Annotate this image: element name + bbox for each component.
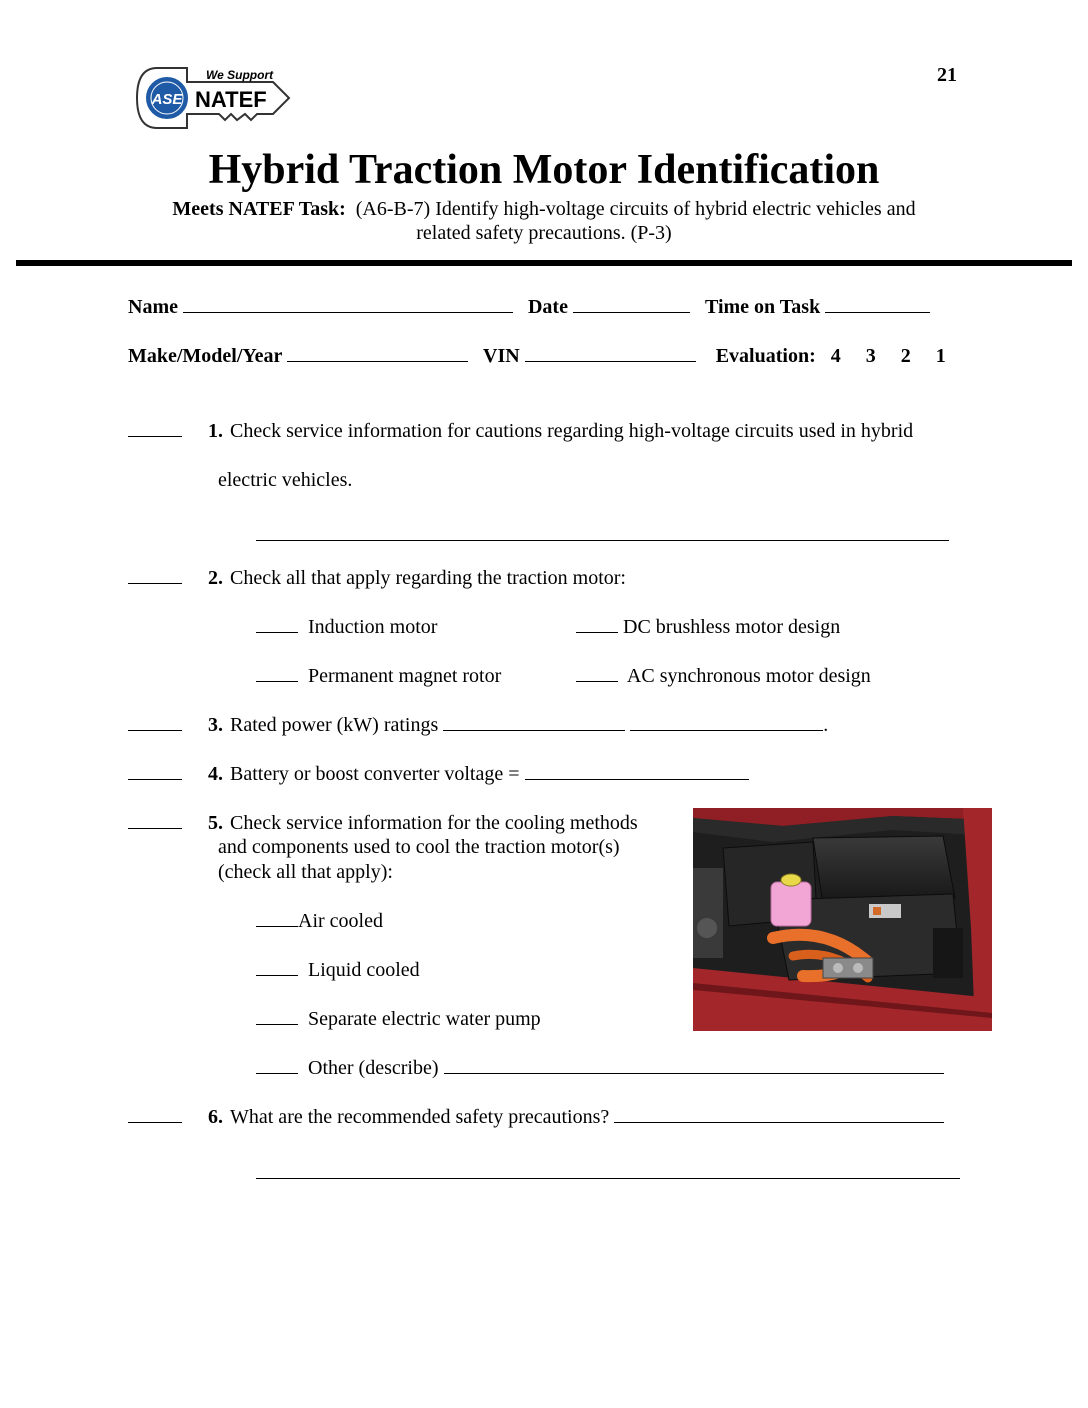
question-1-text-2: electric vehicles.: [218, 469, 353, 491]
ase-natef-key-logo-icon: [133, 62, 293, 142]
task-line-1: [0, 198, 1088, 221]
date-label: Date: [527, 296, 568, 318]
question-1-number: 1.: [208, 420, 223, 442]
option-ac-synchronous-label: AC synchronous motor design: [626, 665, 871, 687]
rated-power-field-2[interactable]: [630, 730, 823, 731]
option-permanent-magnet: [256, 665, 501, 688]
info-row-1: [128, 296, 930, 319]
evaluation-score-1[interactable]: 1: [935, 345, 946, 367]
vin-label: VIN: [483, 345, 520, 367]
option-dc-brushless-blank[interactable]: [576, 632, 618, 633]
question-3-period: .: [823, 714, 829, 736]
question-5-text-3: (check all that apply):: [218, 861, 393, 883]
question-5-check-blank[interactable]: [128, 828, 182, 829]
evaluation-score-4[interactable]: 4: [830, 345, 841, 367]
safety-precautions-line-2[interactable]: [256, 1178, 960, 1179]
question-4: [128, 763, 749, 786]
other-describe-field[interactable]: [444, 1073, 944, 1074]
question-6: [128, 1106, 944, 1129]
option-other: [256, 1057, 944, 1080]
question-2-text: Check all that apply regarding the traction motor:: [230, 567, 626, 589]
question-2: [128, 567, 626, 590]
question-3-text: Rated power (kW) ratings: [230, 714, 439, 736]
question-6-text: What are the recommended safety precautions?: [230, 1106, 610, 1128]
question-4-text: Battery or boost converter voltage =: [230, 763, 520, 785]
make-model-year-label: Make/Model/Year: [128, 345, 283, 367]
option-air-cooled-label: Air cooled: [298, 910, 383, 932]
option-induction-motor-blank[interactable]: [256, 632, 298, 633]
voltage-field[interactable]: [525, 779, 749, 780]
question-1-answer-line[interactable]: [256, 540, 949, 541]
time-on-task-label: Time on Task: [704, 296, 821, 318]
safety-precautions-field[interactable]: [614, 1122, 944, 1123]
engine-bay-photo: [693, 808, 992, 1031]
vin-field[interactable]: [525, 361, 696, 362]
option-air-cooled-blank[interactable]: [256, 926, 298, 927]
evaluation-score-2[interactable]: 2: [900, 345, 911, 367]
logo-brand-text: NATEF: [195, 87, 267, 112]
info-row-2: [128, 345, 946, 368]
option-liquid-cooled: [256, 959, 420, 982]
rated-power-field-1[interactable]: [443, 730, 625, 731]
option-other-label: Other (describe): [308, 1057, 439, 1079]
evaluation-label: Evaluation:: [715, 345, 816, 367]
question-4-number: 4.: [208, 763, 223, 785]
question-2-check-blank[interactable]: [128, 583, 182, 584]
option-other-blank[interactable]: [256, 1073, 298, 1074]
evaluation-score-3[interactable]: 3: [865, 345, 876, 367]
option-air-cooled: [256, 910, 383, 933]
option-liquid-cooled-blank[interactable]: [256, 975, 298, 976]
question-1: [128, 420, 913, 443]
option-water-pump-blank[interactable]: [256, 1024, 298, 1025]
option-dc-brushless: [576, 616, 840, 639]
question-3-number: 3.: [208, 714, 223, 736]
logo-top-text: We Support: [206, 68, 274, 82]
option-induction-motor: [256, 616, 437, 639]
question-4-check-blank[interactable]: [128, 779, 182, 780]
page-number: 21: [937, 64, 957, 86]
question-5-text-2: and components used to cool the traction motor(s): [218, 836, 620, 858]
option-dc-brushless-label: DC brushless motor design: [623, 616, 841, 638]
option-permanent-magnet-label: Permanent magnet rotor: [308, 665, 502, 687]
question-3-check-blank[interactable]: [128, 730, 182, 731]
question-5-text: Check service information for the cooling methods: [230, 812, 638, 834]
logo-badge-text: ASE: [151, 91, 183, 108]
task-label: Meets NATEF Task:: [172, 198, 346, 220]
question-2-number: 2.: [208, 567, 223, 589]
option-water-pump-label: Separate electric water pump: [308, 1008, 541, 1030]
page-title: Hybrid Traction Motor Identification: [208, 147, 880, 193]
question-6-number: 6.: [208, 1106, 223, 1128]
option-liquid-cooled-label: Liquid cooled: [308, 959, 420, 981]
option-water-pump: [256, 1008, 541, 1031]
option-ac-synchronous: [576, 665, 871, 688]
question-5-number: 5.: [208, 812, 223, 834]
task-line-2: related safety precautions. (P-3): [416, 222, 672, 244]
name-label: Name: [128, 296, 178, 318]
name-field[interactable]: [183, 312, 513, 313]
hybrid-engine-bay-photo-icon: [693, 808, 992, 1031]
date-field[interactable]: [573, 312, 690, 313]
question-5: [128, 812, 638, 835]
task-description: (A6-B-7) Identify high-voltage circuits of hybrid electric vehicles and: [355, 198, 916, 220]
ase-natef-logo: [133, 62, 293, 142]
question-1-text: Check service information for cautions regarding high-voltage circuits used in hybrid: [230, 420, 914, 442]
time-on-task-field[interactable]: [825, 312, 930, 313]
make-model-year-field[interactable]: [287, 361, 468, 362]
option-ac-synchronous-blank[interactable]: [576, 681, 618, 682]
option-permanent-magnet-blank[interactable]: [256, 681, 298, 682]
question-1-check-blank[interactable]: [128, 436, 182, 437]
header-divider: [16, 260, 1072, 266]
question-3: [128, 714, 828, 737]
option-induction-motor-label: Induction motor: [308, 616, 438, 638]
question-6-check-blank[interactable]: [128, 1122, 182, 1123]
